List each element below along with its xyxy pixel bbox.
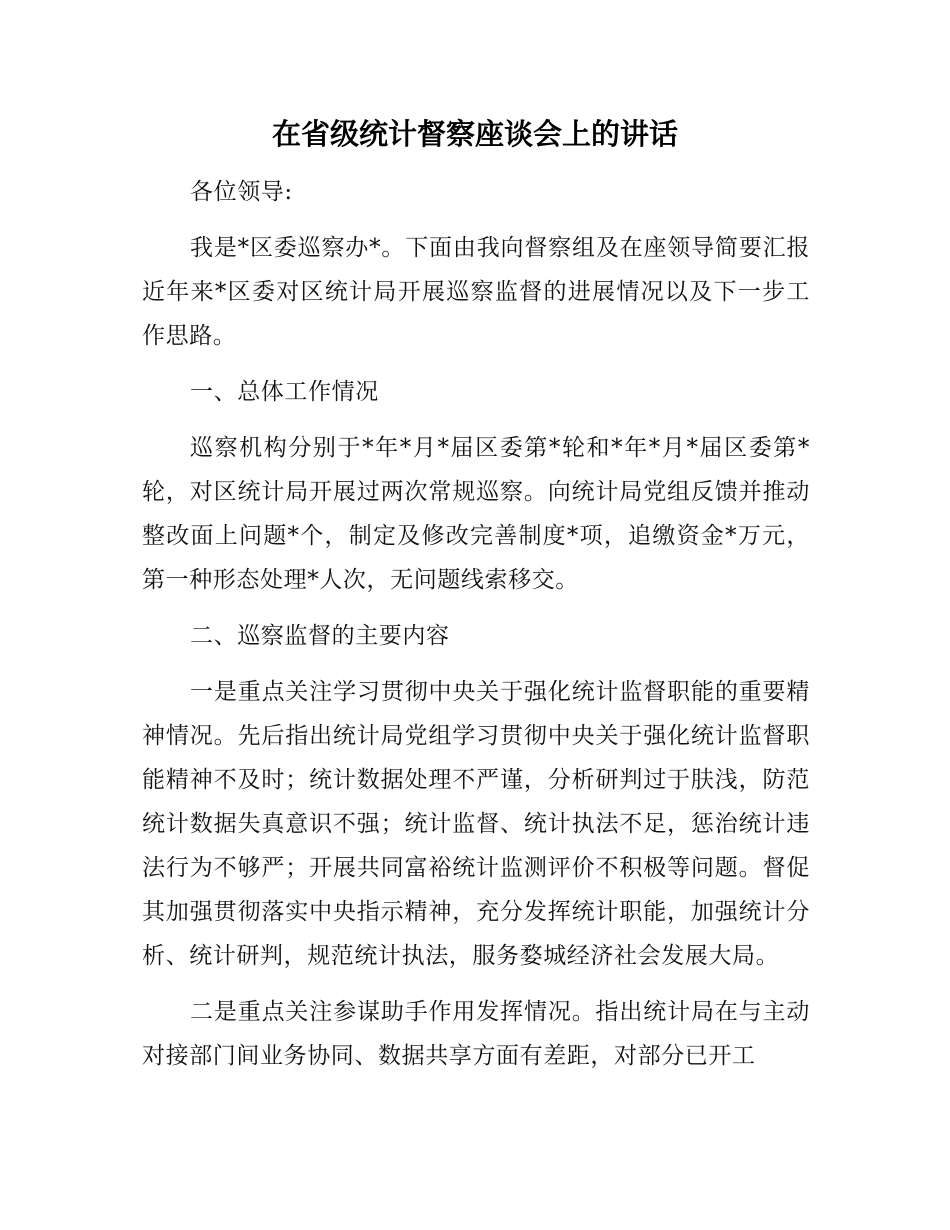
paragraph-overall: 巡察机构分别于*年*月*届区委第*轮和*年*月*届区委第*轮，对区统计局开展过两次常规巡察。向统计局党组反馈并推动整改面上问题*个，制定及修改完善制度*项，追缴资金*万元，第一种形态处理*人次，无问题线索移交。 bbox=[142, 435, 810, 593]
paragraph-intro: 我是*区委巡察办*。下面由我向督察组及在座领导简要汇报近年来*区委对区统计局开展巡察监督的进展情况以及下一步工作思路。 bbox=[142, 235, 810, 349]
document-body bbox=[142, 170, 810, 1078]
section-heading-content: 二、巡察监督的主要内容 bbox=[190, 623, 450, 649]
salutation: 各位领导: bbox=[190, 179, 293, 205]
paragraph-point-two: 二是重点关注参谋助手作用发挥情况。指出统计局在与主动对接部门间业务协同、数据共享方面有差距，对部分已开工 bbox=[142, 999, 810, 1069]
section-heading-overall: 一、总体工作情况 bbox=[190, 379, 379, 405]
paragraph-point-one: 一是重点关注学习贯彻中央关于强化统计监督职能的重要精神情况。先后指出统计局党组学习贯彻中央关于强化统计监督职能精神不及时；统计数据处理不严谨，分析研判过于肤浅，防范统计数据失真意识不强；统计监督、统计执法不足，惩治统计违法行为不够严；开展共同富裕统计监测评价不积极等问题。督促其加强贯彻落实中央指示精神，充分发挥统计职能，加强统计分析、统计研判，规范统计执法，服务婺城经济社会发展大局。 bbox=[142, 679, 810, 969]
document-title: 在省级统计督察座谈会上的讲话 bbox=[271, 117, 678, 151]
